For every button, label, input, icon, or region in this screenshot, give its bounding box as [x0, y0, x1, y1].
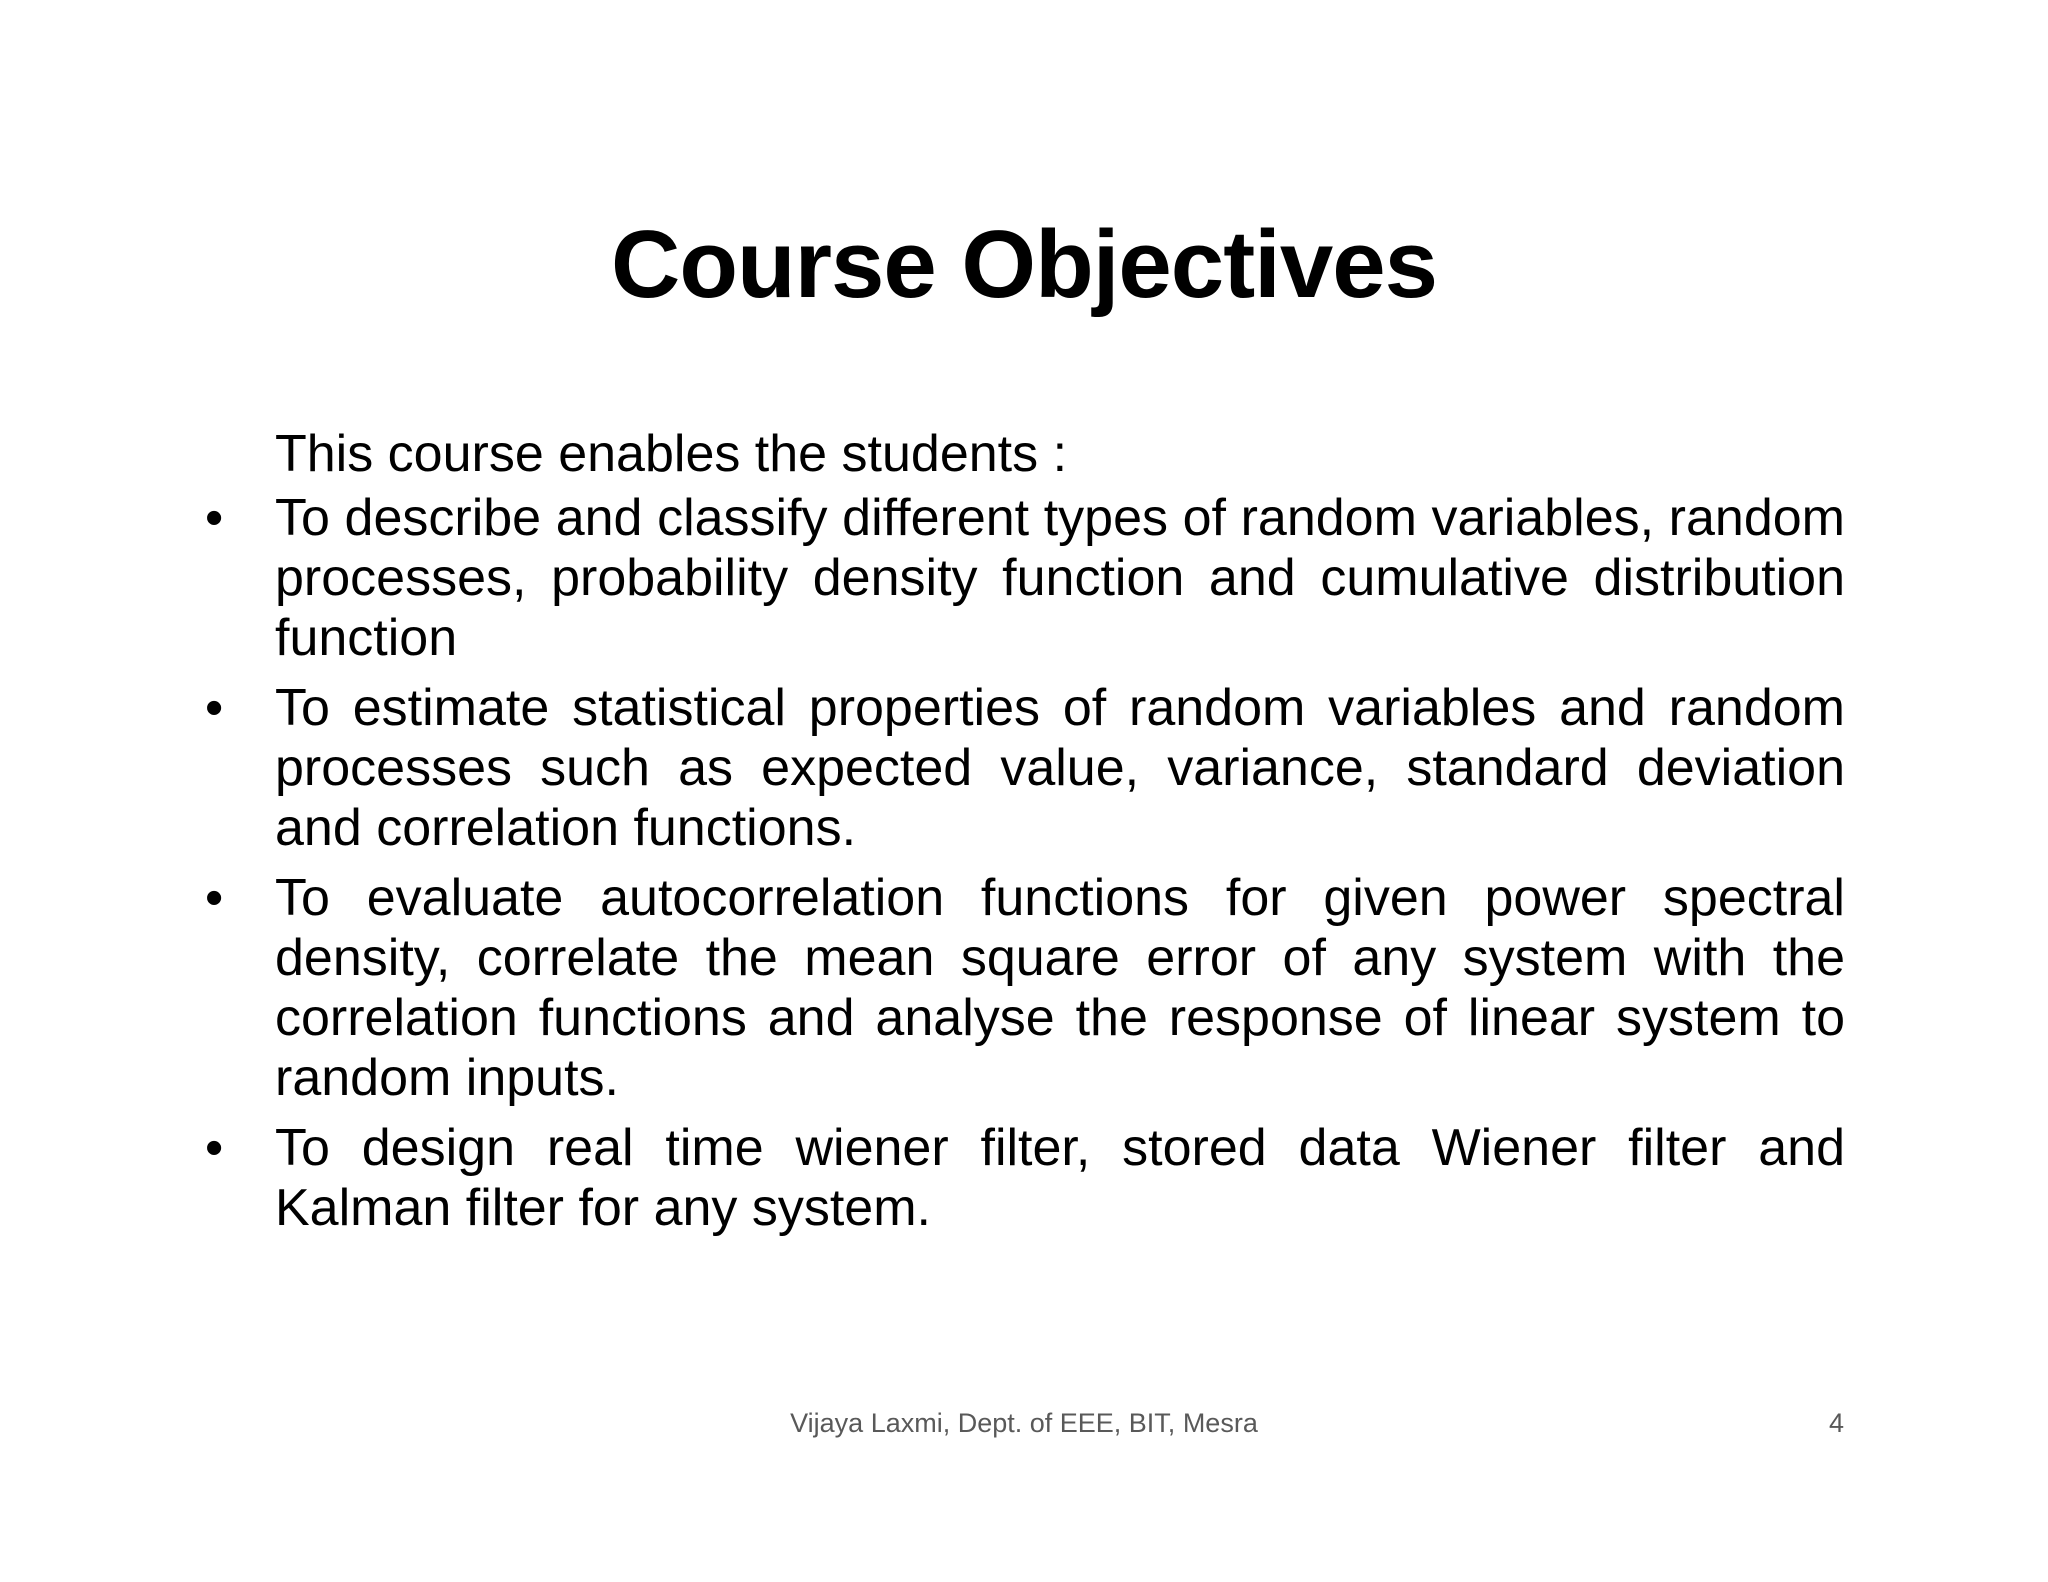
bullet-icon: •: [205, 869, 224, 927]
intro-text: This course enables the students :: [275, 425, 1068, 483]
objective-text: To estimate statistical properties of random variables and random processes such as expected value, variance, standard deviation and correlation functions.: [275, 679, 1845, 857]
objective-item: [205, 678, 1845, 858]
bullet-icon: •: [205, 489, 224, 547]
objective-text: To describe and classify different types of random variables, random processes, probability density function and cumulative distribution function: [275, 489, 1845, 667]
slide-footer: Vijaya Laxmi, Dept. of EEE, BIT, Mesra: [790, 1408, 1258, 1438]
slide-title: Course Objectives: [611, 211, 1437, 318]
page-number: 4: [1828, 1408, 1844, 1438]
bullet-icon: •: [205, 1119, 224, 1177]
objective-item: [205, 1118, 1845, 1238]
objective-item: [205, 488, 1845, 668]
objective-text: To design real time wiener filter, stored data Wiener filter and Kalman filter for any system.: [275, 1119, 1845, 1237]
slide-content: [205, 424, 1845, 1248]
objective-item: [205, 868, 1845, 1108]
bullet-icon: •: [205, 679, 224, 737]
objective-text: To evaluate autocorrelation functions for given power spectral density, correlate the mean square error of any system with the correlation functions and analyse the response of linear system to random inputs.: [275, 869, 1845, 1107]
objectives-list: [205, 488, 1845, 1238]
